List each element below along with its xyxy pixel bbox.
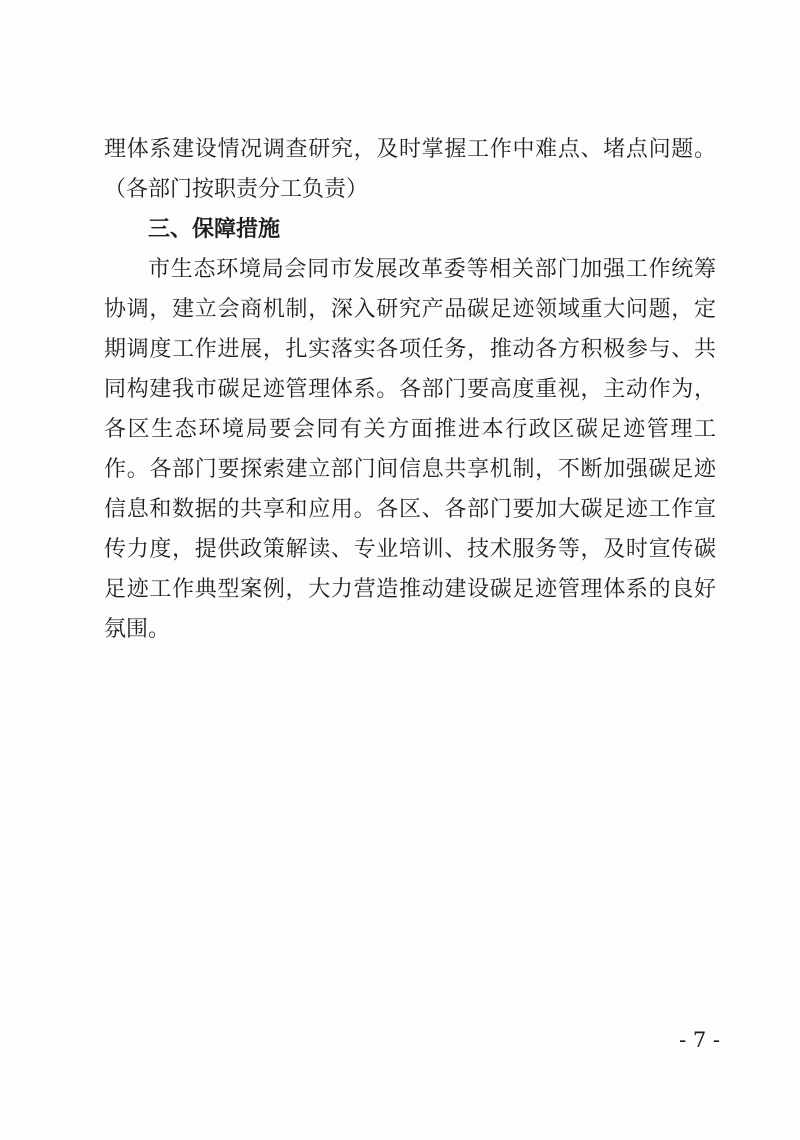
document-body	[104, 130, 716, 650]
page-number: - 7 -	[679, 1028, 720, 1052]
section-heading: 三、保障措施	[148, 217, 281, 242]
continued-paragraph: 理体系建设情况调查研究，及时掌握工作中难点、堵点问题。（各部门按职责分工负责）	[104, 137, 716, 202]
main-paragraph: 市生态环境局会同市发展改革委等相关部门加强工作统筹协调，建立会商机制，深入研究产品碳足迹领域重大问题，定期调度工作进展，扎实落实各项任务，推动各方积极参与、共同构建我市碳足迹管理体系。各部门要高度重视，主动作为，各区生态环境局要会同有关方面推进本行政区碳足迹管理工作。各部门要探索建立部门间信息共享机制，不断加强碳足迹信息和数据的共享和应用。各区、各部门要加大碳足迹工作宣传力度，提供政策解读、专业培训、技术服务等，及时宣传碳足迹工作典型案例，大力营造推动建设碳足迹管理体系的良好氛围。	[104, 257, 716, 642]
